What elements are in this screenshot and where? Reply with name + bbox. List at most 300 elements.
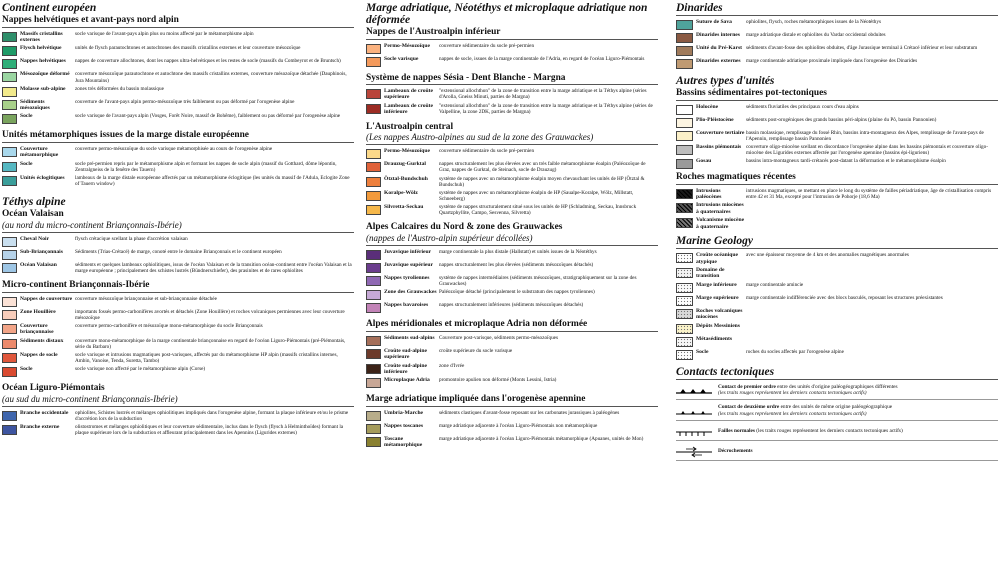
europe-sections bbox=[2, 15, 354, 192]
legend-swatch bbox=[676, 131, 693, 141]
legend-label: Massifs cristallins externes bbox=[20, 30, 63, 43]
section-subheading: (nappes de l'Austro-alpin supérieur décollées) bbox=[366, 232, 533, 243]
spacer bbox=[2, 126, 354, 129]
section-title-marine: Marine Geology bbox=[676, 235, 753, 248]
legend-description: olistostromes et mélanges ophiolitiques et leur couverture sédimentaire, inclus dans le flysch (flysch à Helminthoïdes) formant la plaque supérieure lors de la subduction et affleurant principalement dans les Apennins (Ligurides externes) bbox=[75, 424, 344, 437]
legend-label: Silvretta-Seckau bbox=[384, 204, 424, 211]
legend-row bbox=[676, 336, 998, 347]
legend-label: Marge inférieure bbox=[696, 281, 737, 288]
legend-row bbox=[676, 349, 998, 360]
legend-label: Couverture briançonnaise bbox=[20, 322, 54, 336]
legend-label: Permo-Mésozoïque bbox=[384, 148, 430, 155]
legend-swatch bbox=[676, 337, 693, 347]
legend-description: couverture sédimentaire du socle pré-permien bbox=[439, 148, 535, 155]
legend-row bbox=[676, 104, 998, 115]
legend-label: Marge supérieure bbox=[696, 294, 739, 301]
contact-label: Décrochements bbox=[718, 447, 753, 454]
legend-label: Branche occidentale bbox=[20, 409, 69, 416]
legend-swatch bbox=[676, 118, 693, 128]
legend-description: importants fossés permo-carbonifères avortés et détachés (Zone Houillère) et roches volcaniques permiennes avec leur couverture mésozoïque bbox=[75, 308, 345, 321]
legend-description: socle varisque non affecté par le métamorphisme alpin (Corse) bbox=[75, 366, 206, 373]
legend-swatch bbox=[2, 297, 17, 307]
spacer bbox=[366, 218, 658, 221]
legend-label: Couverture métamorphique bbox=[20, 146, 59, 159]
legend-row bbox=[2, 410, 354, 422]
contact-label: Contact de premier ordre bbox=[718, 383, 776, 390]
legend-description: nappes de couverture allochtones, dont les nappes ultra-helvétiques et les restes de socle (massifs du Combeyrot et de Bruntsch) bbox=[75, 58, 341, 65]
legend-label: Drauzug-Gurktal bbox=[384, 161, 426, 168]
legend-swatch bbox=[676, 309, 693, 319]
legend-description: système de nappes intermédiaires (sédiments mésozoïques, stratigraphiquement sur la zone des Grauwackes) bbox=[439, 274, 637, 288]
legend-label: Dépôts Messiniens bbox=[696, 322, 740, 329]
section-title-contacts: Contacts tectoniques bbox=[676, 365, 775, 378]
legend-row bbox=[366, 335, 658, 346]
legend-row bbox=[2, 58, 354, 69]
legend-label: Sédiments mésozoïques bbox=[20, 98, 50, 112]
legend-row bbox=[366, 88, 658, 101]
legend-swatch bbox=[676, 296, 693, 306]
legend-label: Juvavique supérieur bbox=[384, 261, 433, 268]
legend-swatch bbox=[366, 44, 381, 54]
legend-swatch bbox=[2, 32, 17, 42]
legend-label: Socle varisque bbox=[384, 55, 419, 62]
legend-label: Zone Houillère bbox=[20, 308, 56, 315]
legend-label: Socle bbox=[20, 113, 33, 120]
legend-row bbox=[366, 302, 658, 313]
legend-row bbox=[366, 377, 658, 388]
legend-swatch bbox=[2, 162, 17, 172]
section-subheading: (au nord du micro-continent Briançonnais-Ibérie) bbox=[2, 219, 182, 230]
legend-description: couverture de l'avant-pays alpin permo-mésozoïque très faiblement ou pas déformé par l'orogenèse alpine bbox=[75, 98, 295, 105]
column-europe bbox=[2, 0, 354, 441]
rule bbox=[676, 399, 998, 400]
legend-swatch bbox=[2, 425, 17, 435]
legend-description: nappes de socle, issues de la marge continentale de l'Adria, en regard de l'océan Liguro-Piémontais bbox=[439, 55, 645, 62]
rule bbox=[676, 184, 998, 185]
legend-row bbox=[2, 45, 354, 56]
legend-swatch bbox=[366, 89, 381, 99]
spacer bbox=[2, 189, 354, 192]
legend-label: Sédiments sud-alpins bbox=[384, 334, 435, 341]
legend-swatch bbox=[2, 339, 17, 349]
legend-description: marge continentale adriatique proximale impliquée dans l'orogenèse des Dinarides bbox=[746, 58, 918, 64]
legend-label: Socle bbox=[696, 348, 709, 355]
contact-note: (les traits rouges représentent les derniers contacts tectoniques actifs) bbox=[718, 410, 867, 417]
legend-swatch bbox=[676, 46, 693, 56]
legend-description: système de nappes avec un métamorphisme éoalpin moyen chevauchant les unités de HP (Ötztal & Bundschuh) bbox=[439, 175, 645, 188]
legend-row bbox=[676, 252, 998, 265]
legend-row bbox=[676, 308, 998, 321]
marine-list bbox=[676, 252, 998, 360]
legend-row bbox=[2, 71, 354, 83]
legend-row bbox=[676, 202, 998, 215]
legend-description: sédiments post-orogéniques des grands bassins péri-alpins (plaine du Pô, bassin Pannonien) bbox=[746, 116, 937, 123]
legend-row bbox=[2, 296, 354, 307]
legend-row bbox=[366, 436, 658, 449]
spacer bbox=[2, 438, 354, 441]
legend-description: promontoire apulien non déformé (Monts Lessini, Istria) bbox=[439, 377, 557, 384]
legend-label: Dinarides externes bbox=[696, 58, 741, 64]
legend-row bbox=[366, 56, 658, 67]
legend-label: Toscane métamorphique bbox=[384, 435, 423, 449]
legend-swatch bbox=[366, 104, 381, 114]
contact-row bbox=[676, 384, 998, 397]
spacer bbox=[366, 451, 658, 454]
section-heading: Système de nappes Sésia - Dent Blanche - Margna bbox=[366, 72, 566, 83]
legend-label: Métasédiments bbox=[696, 335, 733, 342]
legend-row bbox=[2, 113, 354, 124]
contact-row bbox=[676, 445, 998, 457]
legend-row bbox=[676, 217, 998, 230]
legend-description: socle varisque de l'avant-pays alpin plus ou moins affecté par le métamorphisme alpin bbox=[75, 30, 254, 37]
legend-row bbox=[366, 148, 658, 159]
spacer bbox=[366, 315, 658, 318]
legend-swatch bbox=[2, 114, 17, 124]
legend-description: couverture permo-carbonifère et mésozoïque mono-métamorphique du socle Briançonnais bbox=[75, 322, 263, 329]
rule bbox=[2, 292, 354, 293]
section-heading: Alpes Calcaires du Nord & zone des Grauwackes bbox=[366, 222, 563, 233]
legend-description: Sédiments (Trias-Crétacé) de marge, conoté entre le domaine Briançonnais et le continent européen bbox=[75, 248, 282, 255]
contact-text bbox=[718, 428, 903, 434]
legend-swatch bbox=[366, 364, 381, 374]
rule bbox=[366, 331, 658, 332]
legend-description: socle varisque et intrusions magmatiques post-varisques, affectés par du métamorphisme HP alpin (massifs cristallins internes, Ambin, Vanoise, Tenda, Suretta, Tambo) bbox=[75, 352, 338, 365]
rule bbox=[2, 142, 354, 143]
section-heading: Marge adriatique impliquée dans l'orogenèse apennine bbox=[366, 394, 586, 405]
legend-description: bassins intra-montagneux tardi-crétacés post-datant la déformation et le métamorphisme éoalpin bbox=[746, 158, 946, 165]
legend-swatch bbox=[676, 33, 693, 43]
legend-description: bassin molassique, remplissage du fossé Rhin, bassins intra-montagneux des Alpes, remplissage de l'avant-pays de l'Apennin, remplissage bassin Pannonien bbox=[746, 129, 984, 142]
spacer bbox=[366, 69, 658, 72]
legend-row bbox=[2, 31, 354, 44]
section-title-adria: Marge adriatique, Néotéthys et microplaque adriatique non déformée bbox=[366, 2, 648, 26]
legend-swatch bbox=[366, 162, 381, 172]
rule bbox=[676, 248, 998, 249]
legend-row bbox=[676, 188, 998, 201]
legend-row bbox=[366, 176, 658, 188]
legend-label: Flysch helvétique bbox=[20, 45, 62, 52]
first-order-contact-icon bbox=[676, 384, 712, 396]
legend-swatch bbox=[366, 349, 381, 359]
legend-swatch bbox=[366, 336, 381, 346]
legend-row bbox=[366, 348, 658, 361]
legend-swatch bbox=[2, 176, 17, 186]
legend-description: zones très déformées du bassin molassique bbox=[75, 85, 164, 92]
legend-row bbox=[676, 117, 998, 128]
heading-bassins: Bassins sédimentaires pot-tectoniques bbox=[676, 88, 827, 98]
legend-description: "extensional allochthon" de la zone de transition entre la marge adriatique et la Téthys alpine (séries de Valpelline, la zone 2DK, parties de Margna) bbox=[439, 102, 653, 116]
dinarides-list bbox=[676, 19, 998, 69]
rule bbox=[366, 84, 658, 85]
legend-label: Koralpe-Wölz bbox=[384, 189, 418, 196]
legend-description: croûte supérieure du socle varisque bbox=[439, 347, 513, 354]
legend-swatch bbox=[676, 268, 693, 278]
section-heading: Nappes de l'Austroalpin inférieur bbox=[366, 27, 501, 37]
legend-label: Croûte sud-alpine supérieure bbox=[384, 347, 427, 361]
legend-swatch bbox=[366, 250, 381, 260]
legend-row bbox=[2, 352, 354, 364]
legend-label: Nappes de socle bbox=[20, 352, 58, 359]
contact-description: entre des unités d'origine paléogéographiques différentes bbox=[775, 383, 898, 390]
contact-label: Failles normales bbox=[718, 427, 755, 434]
legend-label: Nappes de couverture bbox=[20, 295, 73, 302]
legend-swatch bbox=[676, 253, 693, 263]
legend-description: "extensional allochthon" de la zone de transition entre la marge adriatique et la Téthys alpine (séries d'Arolla, Gneiss Minuti, parties de Margna) bbox=[439, 88, 647, 101]
legend-row bbox=[2, 146, 354, 159]
legend-swatch bbox=[2, 324, 17, 334]
legend-row bbox=[676, 323, 998, 334]
legend-swatch bbox=[2, 46, 17, 56]
legend-description: couverture permo-mésozoïque du socle varisque métamorphisée au cours de l'orogenèse alpine bbox=[75, 146, 273, 152]
legend-row bbox=[366, 161, 658, 173]
legend-label: Microplaque Adria bbox=[384, 377, 430, 384]
section-heading: Micro-continent Briançonnais-Ibérie bbox=[2, 280, 150, 291]
legend-description: sédiments d'avant-fosse des ophiolites obduites, d'âge Jurassique terminal à Crétacé inférieur et leur substratum bbox=[746, 45, 978, 51]
legend-label: Holocène bbox=[696, 103, 719, 110]
section-title-continent: Continent européen bbox=[2, 2, 97, 14]
section-heading: Océan Valaisan bbox=[2, 209, 64, 220]
legend-row bbox=[2, 175, 354, 187]
tethys-sections bbox=[2, 209, 354, 441]
legend-description: socle varisque de l'avant-pays alpin (Vosges, Forêt Noire, massif de Bohême), faiblement ou pas déformé par l'orogenèse alpine bbox=[75, 113, 341, 120]
legend-row bbox=[2, 236, 354, 247]
legend-label: Nappes tyroliennes bbox=[384, 274, 430, 281]
legend-label: Sédiments distaux bbox=[20, 337, 64, 344]
legend-swatch bbox=[2, 87, 17, 97]
contact-text bbox=[718, 404, 892, 417]
legend-row bbox=[2, 161, 354, 173]
legend-row bbox=[2, 99, 354, 112]
legend-swatch bbox=[366, 191, 381, 201]
legend-row bbox=[366, 103, 658, 116]
section-heading: Unités métamorphiques issues de la marge distale européenne bbox=[2, 130, 249, 141]
legend-label: Dinarides internes bbox=[696, 32, 740, 38]
rule bbox=[676, 15, 998, 16]
legend-description: zone d'Ivrée bbox=[439, 362, 465, 369]
legend-row bbox=[366, 204, 658, 216]
legend-label: Croûte océanique atypique bbox=[696, 252, 739, 265]
legend-row bbox=[2, 249, 354, 260]
section-heading: Océan Liguro-Piémontais bbox=[2, 383, 105, 394]
legend-swatch bbox=[2, 310, 17, 320]
rule bbox=[676, 460, 998, 461]
legend-swatch bbox=[676, 218, 693, 228]
legend-label: Molasse sub-alpine bbox=[20, 85, 66, 92]
legend-row bbox=[2, 366, 354, 377]
legend-label: Lambeaux de croûte inférieure bbox=[384, 102, 433, 116]
legend-swatch bbox=[2, 367, 17, 377]
legend-swatch bbox=[2, 72, 17, 82]
legend-row bbox=[366, 190, 658, 202]
legend-swatch bbox=[366, 411, 381, 421]
legend-label: Permo-Mésozoïque bbox=[384, 42, 430, 49]
legend-row bbox=[676, 158, 998, 169]
legend-row bbox=[366, 262, 658, 273]
legend-description: flysch crétacique scellant la phase d'accrétion valaisan bbox=[75, 235, 188, 242]
legend-swatch bbox=[676, 350, 693, 360]
legend-swatch bbox=[366, 303, 381, 313]
contact-description: (les traits rouges représentent les derniers contacts tectoniques actifs) bbox=[754, 427, 903, 434]
legend-description: nappes structuralement inférieures (sédiments mésozoïques détachés) bbox=[439, 302, 584, 309]
legend-description: marge adriatique adjacente à l'océan Liguro-Piémontais non métamorphique bbox=[439, 422, 598, 429]
legend-row bbox=[2, 86, 354, 97]
legend-swatch bbox=[2, 411, 17, 421]
contact-row bbox=[676, 425, 998, 437]
section-heading: Nappes helvétiques et avant-pays nord alpin bbox=[2, 15, 179, 25]
legend-row bbox=[366, 249, 658, 260]
legend-swatch bbox=[2, 147, 17, 157]
legend-swatch bbox=[366, 437, 381, 447]
legend-swatch bbox=[366, 424, 381, 434]
column-adria bbox=[366, 0, 658, 454]
legend-label: Bassins piémontais bbox=[696, 143, 742, 150]
legend-swatch bbox=[676, 145, 693, 155]
legend-row bbox=[676, 267, 998, 280]
legend-description: Paléozoïque détaché (principalement le substratum des nappes tyroliennes) bbox=[439, 289, 595, 296]
legend-row bbox=[676, 282, 998, 293]
magma-list bbox=[676, 188, 998, 231]
legend-row bbox=[2, 309, 354, 321]
spacer bbox=[2, 276, 354, 279]
legend-label: Cheval Noir bbox=[20, 235, 50, 242]
legend-swatch bbox=[676, 20, 693, 30]
legend-row bbox=[2, 424, 354, 436]
contact-description: entre des unités de même origine paléogéographique bbox=[779, 404, 893, 411]
legend-label: Socle bbox=[20, 366, 33, 373]
legend-description: roches du socles affectés par l'orogenèse alpine bbox=[746, 348, 844, 355]
legend-label: Unité du Pré-Karst bbox=[696, 45, 742, 51]
section-title-dinarides: Dinarides bbox=[676, 2, 723, 14]
spacer bbox=[2, 379, 354, 382]
legend-description: couverture mésozoïque parautochtone et autochtone des massifs cristallins externes, couverture mésozoïque détachée (Dauphinois, Jura Mountains) bbox=[75, 71, 347, 84]
rule bbox=[2, 406, 354, 407]
legend-description: couverture mono-métamorphique de la marge continentale briançonnaise en regard de l'océan Liguro-Piémontais (pré-Piémontais, série du Barbaro) bbox=[75, 337, 346, 350]
legend-swatch bbox=[676, 59, 693, 69]
heading-magma: Roches magmatiques récentes bbox=[676, 172, 796, 183]
legend-swatch bbox=[366, 57, 381, 67]
legend-label: Océan Valaisan bbox=[20, 261, 57, 268]
legend-swatch bbox=[2, 250, 17, 260]
legend-row bbox=[676, 32, 998, 43]
legend-description: sédiments fluviatiles des principaux cours d'eau alpins bbox=[746, 103, 859, 110]
legend-swatch bbox=[676, 159, 693, 169]
legend-swatch bbox=[366, 177, 381, 187]
legend-swatch bbox=[676, 283, 693, 293]
rule bbox=[2, 232, 354, 233]
contact-note: (les traits rouges représentent les derniers contacts tectoniques actifs) bbox=[718, 389, 867, 396]
legend-description: avec une épaisseur moyenne de 4 km et des anomalies magnétiques anormales bbox=[746, 252, 909, 259]
section-subheading: (Les nappes Austro-alpines au sud de la zone des Grauwackes) bbox=[366, 132, 594, 143]
legend-label: Couverture tertiaire bbox=[696, 129, 745, 136]
legend-label: Nappes helvétiques bbox=[20, 58, 66, 65]
legend-row bbox=[366, 289, 658, 300]
strike-slip-icon bbox=[676, 445, 712, 457]
column-other bbox=[676, 0, 998, 464]
legend-label: Branche externe bbox=[20, 424, 60, 431]
legend-label: Juvavique inférieur bbox=[384, 248, 432, 255]
contact-text bbox=[718, 384, 898, 397]
legend-label: Croûte sud-alpine inférieure bbox=[384, 362, 427, 376]
legend-description: socle pré-permien repris par le métamorphisme alpin et formant les nappes de socle alpin (massif du Gotthard, dôme lépontin, Zentralgneiss de la fenêtre des Tauern) bbox=[75, 160, 337, 173]
normal-fault-icon bbox=[676, 425, 712, 437]
legend-swatch bbox=[676, 203, 693, 213]
legend-description: couverture oligo-miocène scellant en discordance l'orogenèse alpine dans les bassins piémontais et couverture oligo-miocène des Ligurides externes affectée par l'orogenèse apennine (bassins épi-liguriens) bbox=[746, 143, 988, 156]
legend-description: nappes structuralement les plus élevées (sédiments mésozoïques détachés) bbox=[439, 261, 594, 268]
legend-description: marge continentale amincie bbox=[746, 281, 804, 288]
legend-description: marge adriatique adjacente à l'océan Liguro-Piémontais métamorphique (Apuanes, unités de Mon) bbox=[439, 435, 644, 442]
legend-swatch bbox=[676, 189, 693, 199]
legend-row bbox=[2, 338, 354, 350]
legend-swatch bbox=[366, 263, 381, 273]
legend-label: Nappes toscanes bbox=[384, 422, 424, 429]
legend-label: Roches volcaniques miocènes bbox=[696, 307, 743, 321]
legend-row bbox=[676, 45, 998, 56]
spacer bbox=[366, 390, 658, 393]
rule bbox=[676, 379, 998, 380]
legend-description: nappes structuralement les plus élevées avec un très faible métamorphisme éoalpin (Paléozoïque de Graz, nappes de Gurktal, de Steinach, socle de Drauzug) bbox=[439, 161, 646, 174]
legend-description: couverture mésozoïque briançonnaise et sub-briançonnaise détachée bbox=[75, 295, 217, 302]
legend-description: lambeaux de la marge distale européenne affectés par un métamorphisme éclogitique (les unités du massif de l'Adula, Eclogite Zone of Tauern window) bbox=[75, 175, 350, 188]
legend-description: marge adriatique distale et ophiolites du Vardar occidental obduites bbox=[746, 32, 886, 38]
legend-description: sédiments clastiques d'avant-fosse reposant sur les carbonates jurassiques à paléogènes bbox=[439, 409, 620, 416]
second-order-contact-icon bbox=[676, 405, 712, 417]
section-title-tethys: Téthys alpine bbox=[2, 196, 66, 209]
legend-label: Socle bbox=[20, 160, 33, 167]
spacer bbox=[366, 118, 658, 121]
contacts-list bbox=[676, 384, 998, 461]
legend-row bbox=[366, 43, 658, 54]
legend-description: Couverture post-varisque, sédiments permo-mésozoïques bbox=[439, 334, 558, 341]
legend-row bbox=[676, 144, 998, 156]
legend-label: Zone des Grauwackes bbox=[384, 289, 437, 296]
legend-label: Lambeaux de croûte supérieure bbox=[384, 88, 433, 101]
rule bbox=[366, 406, 658, 407]
legend-swatch bbox=[2, 100, 17, 110]
legend-row bbox=[676, 130, 998, 142]
legend-row bbox=[676, 58, 998, 69]
rule bbox=[366, 144, 658, 145]
rule bbox=[676, 420, 998, 421]
legend-label: Intrusions miocènes à quaternaires bbox=[696, 202, 744, 215]
legend-label: Sub-Briançonnais bbox=[20, 248, 63, 255]
legend-swatch bbox=[676, 105, 693, 115]
contact-text bbox=[718, 448, 753, 454]
adria-sections bbox=[366, 27, 658, 454]
rule bbox=[2, 27, 354, 28]
legend-swatch bbox=[366, 276, 381, 286]
legend-row bbox=[366, 423, 658, 434]
legend-row bbox=[676, 19, 998, 30]
legend-swatch bbox=[676, 324, 693, 334]
legend-description: sédiments et quelques lambeaux ophiolitiques, issus de l'océan Valaisan et de la transition océan-continent entre l'océan Valaisan et la marge européenne ; principalement des schistes lustrés (Bündnerschiefer), des prasinites et de rares ophiolites bbox=[75, 261, 352, 275]
legend-swatch bbox=[366, 290, 381, 300]
legend-swatch bbox=[2, 237, 17, 247]
legend-description: intrusions magmatiques, se mettant en place le long du système de failles périadriatique, âge de cristallisation compris entre 42 et 31 Ma, excepté pour l'intrusion de Pohorje (18,6 Ma) bbox=[746, 187, 992, 200]
legend-label: Plio-Pléistocène bbox=[696, 116, 734, 123]
legend-swatch bbox=[2, 353, 17, 363]
legend-description: unités de flysch parautochtones et autochtones des massifs cristallins externes et leur couverture mésozoïque bbox=[75, 45, 301, 52]
rule bbox=[366, 39, 658, 40]
legend-description: ophiolites, flysch, roches métamorphiques issues de la Néotéthys bbox=[746, 19, 881, 25]
legend-label: Ötztal-Bundschuh bbox=[384, 175, 428, 182]
rule bbox=[676, 100, 998, 101]
legend-label: Suture de Sava bbox=[696, 19, 732, 25]
contact-label: Contact de deuxième ordre bbox=[718, 404, 780, 411]
legend-label: Mésozoïque déformé bbox=[20, 71, 70, 78]
legend-label: Umbria-Marche bbox=[384, 409, 424, 416]
legend-description: système de nappes avec un métamorphisme éoalpin de HP (Saualpe-Koralpe, Wölz, Millstatt, Schneeberg) bbox=[439, 189, 634, 202]
section-heading: L'Austroalpin central bbox=[366, 121, 454, 132]
